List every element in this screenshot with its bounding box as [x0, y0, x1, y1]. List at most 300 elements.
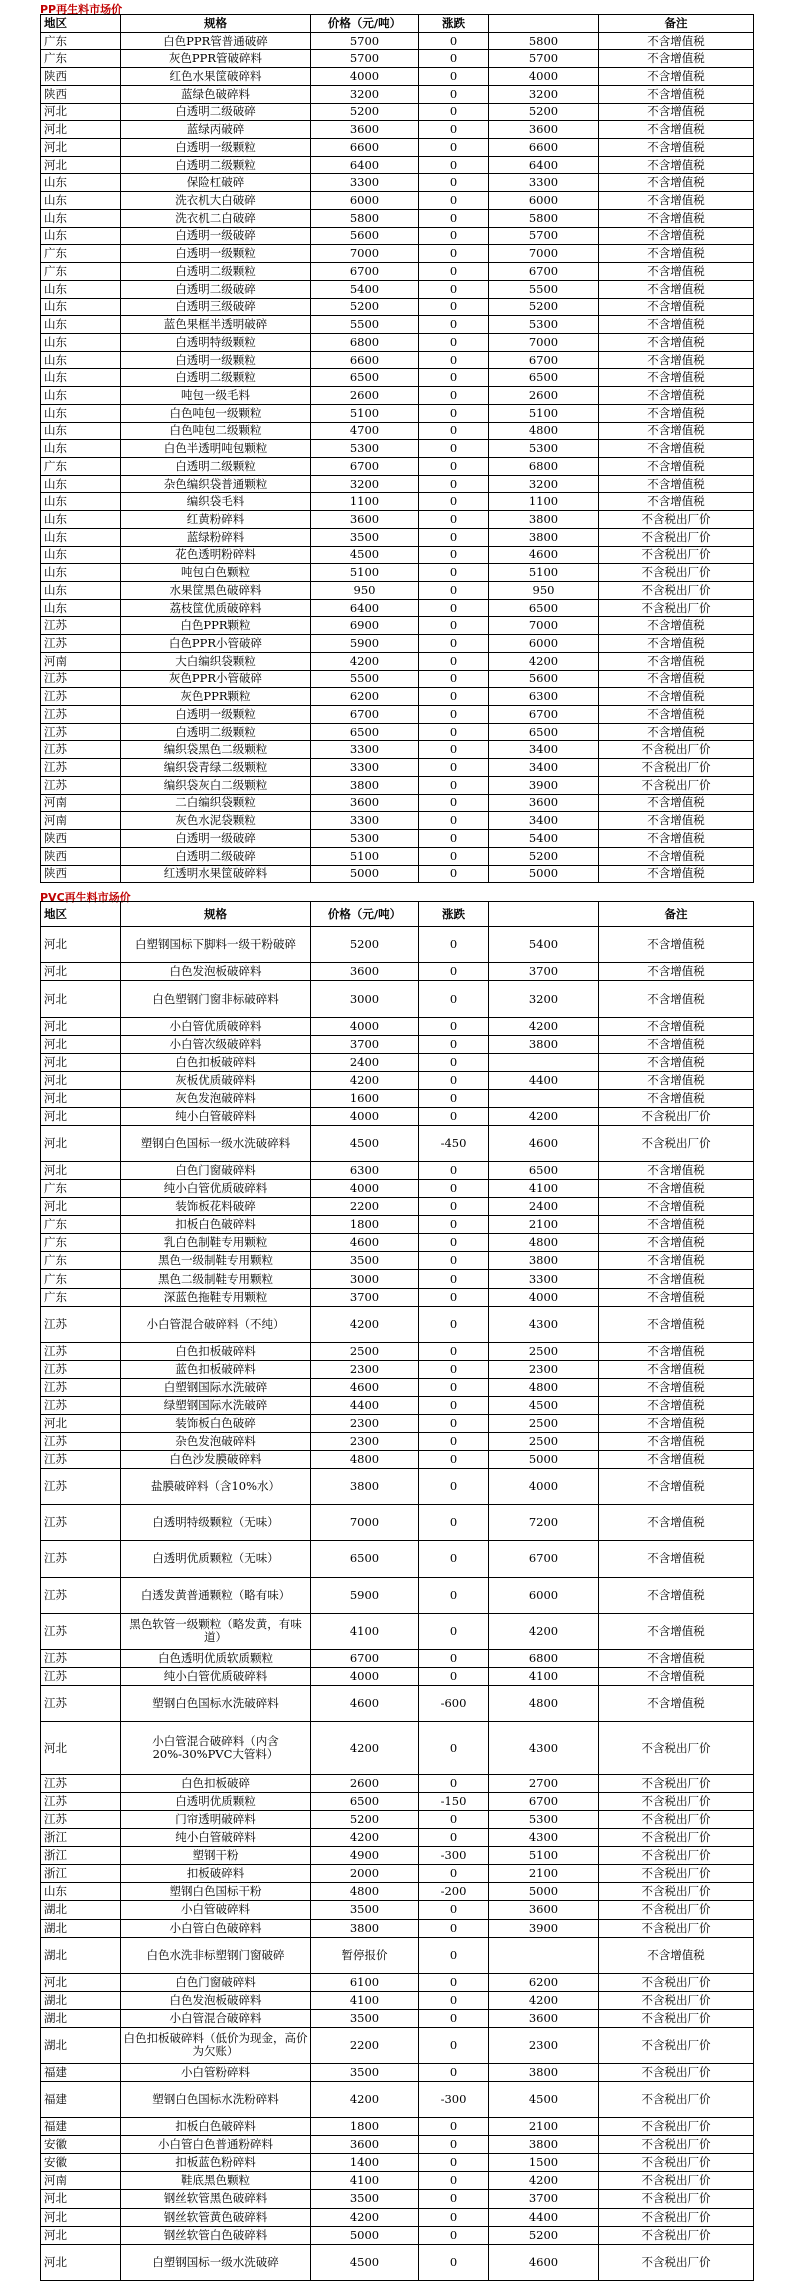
cell-spec: 白色透明优质软质颗粒 [121, 1649, 311, 1667]
cell-note: 不含税出厂价 [599, 2190, 754, 2208]
cell-change: 0 [419, 564, 489, 582]
cell-region: 江苏 [41, 1649, 121, 1667]
table-row [41, 652, 754, 670]
cell-spec: 白色吨包一级颗粒 [121, 404, 311, 422]
cell-change: 0 [419, 85, 489, 103]
cell-spec: 编织袋黑色二级颗粒 [121, 741, 311, 759]
cell-change: 0 [419, 528, 489, 546]
cell-price: 5400 [311, 280, 419, 298]
cell-change: 0 [419, 1360, 489, 1378]
cell-note: 不含税出厂价 [599, 1919, 754, 1937]
cell-region: 湖北 [41, 1901, 121, 1919]
cell-price: 4200 [311, 1722, 419, 1775]
cell-note: 不含增值税 [599, 387, 754, 405]
cell-region: 江苏 [41, 1505, 121, 1541]
cell-price-high: 4400 [489, 1071, 599, 1089]
cell-spec: 白透明二级颗粒 [121, 457, 311, 475]
cell-region: 广东 [41, 1234, 121, 1252]
cell-spec: 白色扣板破碎料 [121, 1053, 311, 1071]
table-row [41, 156, 754, 174]
table-row [41, 316, 754, 334]
cell-change: 0 [419, 333, 489, 351]
cell-change: 0 [419, 139, 489, 157]
cell-price: 6700 [311, 457, 419, 475]
cell-price: 4000 [311, 1180, 419, 1198]
cell-change: 0 [419, 741, 489, 759]
cell-note: 不含增值税 [599, 192, 754, 210]
cell-note: 不含增值税 [599, 1198, 754, 1216]
cell-price-high: 5500 [489, 280, 599, 298]
cell-price: 6700 [311, 706, 419, 724]
cell-price: 2200 [311, 1198, 419, 1216]
cell-change: 0 [419, 1973, 489, 1991]
table-row [41, 1505, 754, 1541]
cell-note: 不含增值税 [599, 1089, 754, 1107]
cell-note: 不含增值税 [599, 1685, 754, 1721]
cell-change: 0 [419, 369, 489, 387]
cell-spec: 杂色发泡破碎料 [121, 1433, 311, 1451]
cell-change: 0 [419, 1919, 489, 1937]
table-row [41, 1125, 754, 1161]
cell-price: 4200 [311, 2082, 419, 2118]
cell-price-high: 1100 [489, 493, 599, 511]
table-row [41, 2118, 754, 2136]
cell-region: 江苏 [41, 1667, 121, 1685]
cell-change: 0 [419, 599, 489, 617]
cell-price: 5100 [311, 847, 419, 865]
cell-price-high: 6700 [489, 1793, 599, 1811]
cell-change: -450 [419, 1125, 489, 1161]
cell-region: 河北 [41, 121, 121, 139]
cell-change: 0 [419, 1829, 489, 1847]
cell-price-high [489, 1937, 599, 1973]
cell-region: 江苏 [41, 670, 121, 688]
cell-spec: 白色半透明吨包颗粒 [121, 440, 311, 458]
cell-price-high: 3800 [489, 2136, 599, 2154]
cell-spec: 二白编织袋颗粒 [121, 794, 311, 812]
cell-price: 5900 [311, 1577, 419, 1613]
cell-note: 不含增值税 [599, 121, 754, 139]
cell-region: 山东 [41, 546, 121, 564]
table-row [41, 1793, 754, 1811]
cell-spec: 扣板蓝色粉碎料 [121, 2154, 311, 2172]
cell-price: 1800 [311, 2118, 419, 2136]
cell-change: 0 [419, 1270, 489, 1288]
cell-note: 不含增值税 [599, 245, 754, 263]
cell-price-high: 3900 [489, 776, 599, 794]
table-row [41, 1649, 754, 1667]
cell-note: 不含增值税 [599, 1342, 754, 1360]
cell-note: 不含税出厂价 [599, 1722, 754, 1775]
cell-spec: 白塑钢国标一级水洗破碎 [121, 2244, 311, 2280]
cell-price-high: 6200 [489, 1973, 599, 1991]
table-row [41, 1162, 754, 1180]
cell-price: 6500 [311, 1793, 419, 1811]
table-row [41, 2027, 754, 2063]
cell-price: 4100 [311, 1991, 419, 2009]
cell-price: 3800 [311, 1919, 419, 1937]
cell-price-high: 3200 [489, 981, 599, 1017]
cell-spec: 纯小白管优质破碎料 [121, 1180, 311, 1198]
table-row [41, 475, 754, 493]
cell-spec: 小白管破碎料 [121, 1901, 311, 1919]
cell-price-high: 4200 [489, 2172, 599, 2190]
cell-price: 3500 [311, 2190, 419, 2208]
cell-spec: 塑钢白色国标干粉 [121, 1883, 311, 1901]
cell-note: 不含增值税 [599, 209, 754, 227]
cell-region: 山东 [41, 528, 121, 546]
cell-region: 江苏 [41, 1360, 121, 1378]
cell-note: 不含税出厂价 [599, 1125, 754, 1161]
cell-change: 0 [419, 1865, 489, 1883]
table-row [41, 812, 754, 830]
cell-price-high: 3300 [489, 174, 599, 192]
cell-note: 不含增值税 [599, 670, 754, 688]
cell-region: 山东 [41, 280, 121, 298]
cell-spec: 小白管白色普通粉碎料 [121, 2136, 311, 2154]
table-row [41, 209, 754, 227]
cell-spec: 白透明特级颗粒（无味） [121, 1505, 311, 1541]
cell-spec: 保险杠破碎 [121, 174, 311, 192]
cell-note: 不含税出厂价 [599, 1793, 754, 1811]
cell-region: 河北 [41, 1162, 121, 1180]
cell-region: 福建 [41, 2118, 121, 2136]
cell-region: 河南 [41, 812, 121, 830]
table-row [41, 2244, 754, 2280]
cell-change: 0 [419, 2172, 489, 2190]
table-row [41, 298, 754, 316]
cell-change: 0 [419, 227, 489, 245]
cell-spec: 装饰板花料破碎 [121, 1198, 311, 1216]
cell-price-high: 4100 [489, 1180, 599, 1198]
cell-region: 河北 [41, 1973, 121, 1991]
cell-region: 河南 [41, 2172, 121, 2190]
cell-price: 1400 [311, 2154, 419, 2172]
cell-price: 950 [311, 582, 419, 600]
cell-change: 0 [419, 192, 489, 210]
cell-price: 1600 [311, 1089, 419, 1107]
cell-note: 不含增值税 [599, 50, 754, 68]
cell-spec: 白透明二级破碎 [121, 847, 311, 865]
cell-region: 河北 [41, 1089, 121, 1107]
table-row [41, 1577, 754, 1613]
cell-change: 0 [419, 1901, 489, 1919]
cell-price: 6100 [311, 1973, 419, 1991]
cell-price: 2300 [311, 1414, 419, 1432]
cell-spec: 蓝绿色破碎料 [121, 85, 311, 103]
cell-note: 不含增值税 [599, 156, 754, 174]
cell-region: 河北 [41, 1125, 121, 1161]
cell-note: 不含增值税 [599, 1252, 754, 1270]
cell-spec: 白色PPR小管破碎 [121, 635, 311, 653]
cell-price-high: 4200 [489, 1017, 599, 1035]
cell-note: 不含增值税 [599, 174, 754, 192]
cell-region: 江苏 [41, 1793, 121, 1811]
cell-change: 0 [419, 617, 489, 635]
cell-spec: 水果筐黑色破碎料 [121, 582, 311, 600]
cell-price: 6700 [311, 263, 419, 281]
cell-region: 陕西 [41, 865, 121, 883]
cell-region: 江苏 [41, 1685, 121, 1721]
cell-note: 不含税出厂价 [599, 2118, 754, 2136]
cell-price-high: 4000 [489, 1469, 599, 1505]
cell-price: 4100 [311, 1613, 419, 1649]
table-row [41, 68, 754, 86]
table-row [41, 1071, 754, 1089]
cell-note: 不含增值税 [599, 1053, 754, 1071]
cell-region: 陕西 [41, 68, 121, 86]
table-row [41, 103, 754, 121]
cell-price-high: 4000 [489, 1288, 599, 1306]
cell-spec: 白色扣板破碎 [121, 1775, 311, 1793]
cell-change: 0 [419, 68, 489, 86]
cell-note: 不含增值税 [599, 635, 754, 653]
cell-note: 不含增值税 [599, 68, 754, 86]
cell-note: 不含增值税 [599, 1180, 754, 1198]
cell-price: 4500 [311, 2244, 419, 2280]
cell-change: 0 [419, 794, 489, 812]
cell-price: 4800 [311, 1883, 419, 1901]
cell-region: 广东 [41, 50, 121, 68]
cell-region: 河北 [41, 103, 121, 121]
cell-note: 不含增值税 [599, 333, 754, 351]
cell-note: 不含增值税 [599, 1414, 754, 1432]
cell-price-high: 5800 [489, 32, 599, 50]
cell-price: 3500 [311, 528, 419, 546]
cell-price: 3600 [311, 794, 419, 812]
cell-change: 0 [419, 1306, 489, 1342]
cell-price: 4000 [311, 68, 419, 86]
cell-price-high [489, 1053, 599, 1071]
table-row [41, 759, 754, 777]
table-row [41, 2190, 754, 2208]
cell-price: 5700 [311, 32, 419, 50]
cell-price-high: 3800 [489, 1252, 599, 1270]
cell-spec: 花色透明粉碎料 [121, 546, 311, 564]
cell-note: 不含增值税 [599, 1505, 754, 1541]
table-row [41, 2208, 754, 2226]
cell-change: 0 [419, 1991, 489, 2009]
cell-change: 0 [419, 387, 489, 405]
cell-price-high: 4600 [489, 546, 599, 564]
cell-spec: 塑钢白色国标一级水洗破碎料 [121, 1125, 311, 1161]
cell-change: 0 [419, 1667, 489, 1685]
cell-change: 0 [419, 1216, 489, 1234]
cell-change: 0 [419, 2226, 489, 2244]
cell-region: 福建 [41, 2064, 121, 2082]
table-row [41, 32, 754, 50]
cell-spec: 蓝绿丙破碎 [121, 121, 311, 139]
cell-change: 0 [419, 1469, 489, 1505]
cell-note: 不含增值税 [599, 927, 754, 963]
cell-note: 不含增值税 [599, 1541, 754, 1577]
cell-region: 河北 [41, 981, 121, 1017]
table-row [41, 2172, 754, 2190]
cell-region: 山东 [41, 475, 121, 493]
cell-price: 6400 [311, 599, 419, 617]
cell-note: 不含增值税 [599, 706, 754, 724]
cell-price: 4200 [311, 652, 419, 670]
cell-note: 不含增值税 [599, 263, 754, 281]
cell-price: 4100 [311, 2172, 419, 2190]
table-row [41, 528, 754, 546]
cell-region: 江苏 [41, 1577, 121, 1613]
table-row [41, 1451, 754, 1469]
cell-region: 河北 [41, 1414, 121, 1432]
cell-price-high: 3800 [489, 2064, 599, 2082]
price-header: 价格（元/吨） [311, 15, 419, 33]
cell-spec: 红色水果筐破碎料 [121, 68, 311, 86]
cell-price: 5800 [311, 209, 419, 227]
cell-spec: 荔枝筐优质破碎料 [121, 599, 311, 617]
note-header: 备注 [599, 15, 754, 33]
cell-change: 0 [419, 2009, 489, 2027]
table-row [41, 635, 754, 653]
cell-price-high: 4600 [489, 1125, 599, 1161]
cell-spec: 编织袋青绿二级颗粒 [121, 759, 311, 777]
table-row [41, 192, 754, 210]
cell-region: 山东 [41, 316, 121, 334]
table-row [41, 706, 754, 724]
pp-section-title: PP再生料市场价 [40, 3, 123, 16]
table-row [41, 1685, 754, 1721]
cell-note: 不含增值税 [599, 457, 754, 475]
cell-note: 不含增值税 [599, 1216, 754, 1234]
cell-spec: 小白管次级破碎料 [121, 1035, 311, 1053]
cell-spec: 黑色一级制鞋专用颗粒 [121, 1252, 311, 1270]
cell-change: 0 [419, 1180, 489, 1198]
cell-change: 0 [419, 1541, 489, 1577]
cell-region: 浙江 [41, 1865, 121, 1883]
cell-price: 3500 [311, 2009, 419, 2027]
table-row [41, 1270, 754, 1288]
cell-change: 0 [419, 830, 489, 848]
cell-price: 7000 [311, 1505, 419, 1541]
cell-change: -300 [419, 1847, 489, 1865]
cell-price: 5100 [311, 404, 419, 422]
cell-region: 河南 [41, 794, 121, 812]
cell-change: 0 [419, 280, 489, 298]
cell-region: 江苏 [41, 1342, 121, 1360]
table-row [41, 263, 754, 281]
cell-change: 0 [419, 2244, 489, 2280]
cell-region: 安徽 [41, 2154, 121, 2172]
cell-note: 不含税出厂价 [599, 1901, 754, 1919]
cell-price: 4400 [311, 1396, 419, 1414]
cell-price-high: 4200 [489, 652, 599, 670]
cell-spec: 白透明一级破碎 [121, 830, 311, 848]
table-row [41, 280, 754, 298]
cell-note: 不含增值税 [599, 351, 754, 369]
table-row [41, 493, 754, 511]
cell-price: 4600 [311, 1234, 419, 1252]
cell-change: 0 [419, 1342, 489, 1360]
table-row [41, 1234, 754, 1252]
cell-price-high: 4500 [489, 2082, 599, 2118]
cell-spec: 白透明二级颗粒 [121, 263, 311, 281]
cell-spec: 红黄粉碎料 [121, 511, 311, 529]
cell-change: 0 [419, 457, 489, 475]
cell-spec: 白色门窗破碎料 [121, 1973, 311, 1991]
cell-change: 0 [419, 1577, 489, 1613]
cell-change: 0 [419, 316, 489, 334]
cell-region: 山东 [41, 1883, 121, 1901]
table-row [41, 723, 754, 741]
cell-change: 0 [419, 32, 489, 50]
cell-price-high: 5000 [489, 1883, 599, 1901]
cell-note: 不含税出厂价 [599, 2154, 754, 2172]
cell-price: 2000 [311, 1865, 419, 1883]
cell-region: 河北 [41, 927, 121, 963]
cell-note: 不含税出厂价 [599, 1811, 754, 1829]
cell-change: 0 [419, 1613, 489, 1649]
cell-price: 5200 [311, 103, 419, 121]
table-row [41, 2154, 754, 2172]
cell-change: 0 [419, 1089, 489, 1107]
cell-price: 3600 [311, 2136, 419, 2154]
table-row [41, 1883, 754, 1901]
cell-price-high: 6700 [489, 351, 599, 369]
cell-change: 0 [419, 670, 489, 688]
cell-note: 不含增值税 [599, 139, 754, 157]
cell-price: 6900 [311, 617, 419, 635]
cell-region: 湖北 [41, 2027, 121, 2063]
cell-spec: 编织袋灰白二级颗粒 [121, 776, 311, 794]
cell-price-high: 6500 [489, 723, 599, 741]
table-row [41, 963, 754, 981]
cell-price: 3600 [311, 963, 419, 981]
cell-change: 0 [419, 1234, 489, 1252]
cell-spec: 洗衣机大白破碎 [121, 192, 311, 210]
cell-note: 不含税出厂价 [599, 1775, 754, 1793]
cell-region: 湖北 [41, 1919, 121, 1937]
cell-note: 不含增值税 [599, 830, 754, 848]
cell-spec: 白透明二级破碎 [121, 280, 311, 298]
cell-price: 6800 [311, 333, 419, 351]
cell-note: 不含税出厂价 [599, 776, 754, 794]
cell-change: 0 [419, 245, 489, 263]
cell-price-high: 2500 [489, 1414, 599, 1432]
table-row [41, 1847, 754, 1865]
cell-region: 陕西 [41, 830, 121, 848]
cell-price-high: 3600 [489, 2009, 599, 2027]
table-row [41, 830, 754, 848]
cell-price: 6700 [311, 1649, 419, 1667]
spec-header: 规格 [121, 902, 311, 927]
cell-note: 不含增值税 [599, 316, 754, 334]
cell-region: 河北 [41, 963, 121, 981]
cell-region: 广东 [41, 1270, 121, 1288]
table-row [41, 404, 754, 422]
cell-note: 不含税出厂价 [599, 1991, 754, 2009]
cell-note: 不含税出厂价 [599, 2082, 754, 2118]
cell-price-high: 2400 [489, 1198, 599, 1216]
cell-note: 不含增值税 [599, 1071, 754, 1089]
cell-price-high: 3400 [489, 812, 599, 830]
cell-price: 3300 [311, 741, 419, 759]
cell-change: -600 [419, 1685, 489, 1721]
cell-note: 不含增值税 [599, 1162, 754, 1180]
cell-region: 河北 [41, 2208, 121, 2226]
cell-spec: 装饰板白色破碎 [121, 1414, 311, 1432]
cell-price-high: 6500 [489, 599, 599, 617]
cell-spec: 白透明特级颗粒 [121, 333, 311, 351]
cell-region: 山东 [41, 564, 121, 582]
cell-note: 不含税出厂价 [599, 528, 754, 546]
cell-price-high: 3200 [489, 475, 599, 493]
cell-price: 4700 [311, 422, 419, 440]
cell-region: 浙江 [41, 1829, 121, 1847]
